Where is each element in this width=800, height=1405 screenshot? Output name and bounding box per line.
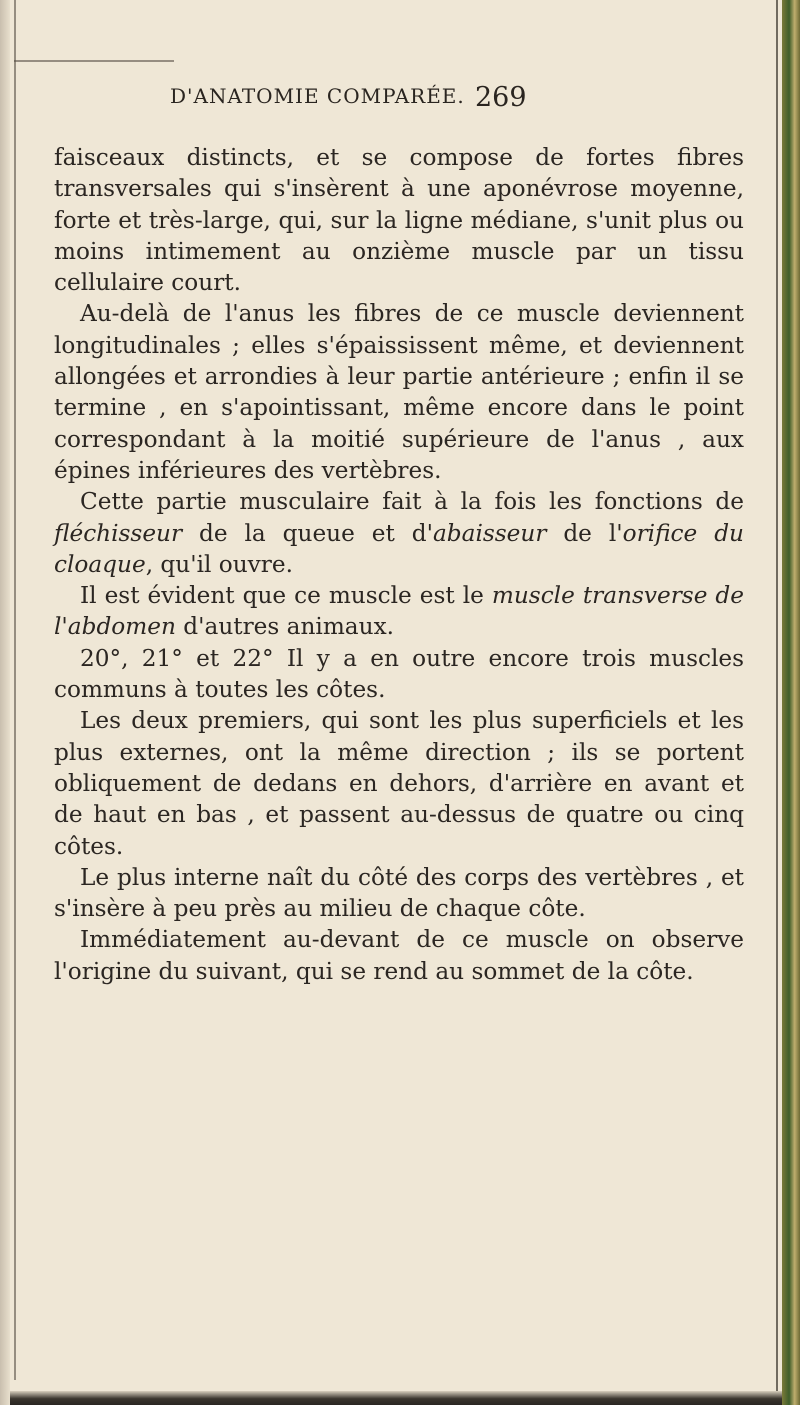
italic-term: fléchisseur: [54, 519, 183, 547]
italic-term: orifice du cloaque: [54, 519, 744, 578]
paragraph: Les deux premiers, qui sont les plus superficiels et les plus externes, ont la même direction ; ils se portent obliquement de dedans en dehors, d'arrière en avant et de haut en bas , et passent au-dessus de quatre ou cinq côtes.: [54, 707, 744, 860]
running-head: D'ANATOMIE COMPARÉE.: [170, 84, 465, 108]
paragraph: Au-delà de l'anus les fibres de ce muscle deviennent longitudinales ; elles s'épaississent même, et deviennent allongées et arrondies à leur partie antérieure ; enfin il se termine , en s'apointissant, même encore dans le point correspondant à la moitié supérieure de l'anus , aux épines inférieures des vertèbres.: [54, 300, 744, 484]
page-number: 269: [475, 82, 527, 113]
text-run: de la queue et d': [182, 519, 433, 547]
paragraph: [54, 580, 744, 643]
text-run: Il est évident que ce muscle est le: [80, 582, 492, 610]
text-run: d'autres animaux.: [175, 613, 395, 641]
paragraph: faisceaux distincts, et se compose de fortes fibres transversales qui s'insèrent à une aponévrose moyenne, forte et très-large, qui, sur la ligne médiane, s'unit plus ou moins intimement au onzième muscle par un tissu cellulaire court.: [54, 144, 744, 297]
right-border-line: [776, 0, 778, 1405]
italic-term: muscle transverse de l'abdomen: [54, 582, 744, 641]
top-left-mark: [14, 60, 174, 62]
italic-term: abaisseur: [432, 519, 547, 547]
right-cover-edge: [782, 0, 800, 1405]
paragraph: 20°, 21° et 22° Il y a en outre encore trois muscles communs à toutes les côtes.: [54, 644, 744, 704]
page-gutter-shadow: [0, 0, 10, 1405]
paragraph: Immédiatement au-devant de ce muscle on observe l'origine du suivant, qui se rend au sommet de la côte.: [54, 926, 744, 985]
body-text: [54, 142, 744, 987]
page-header: [40, 84, 740, 124]
text-run: de l': [546, 519, 623, 547]
text-run: , qu'il ouvre.: [145, 550, 293, 578]
text-run: Cette partie musculaire fait à la fois les fonctions de: [80, 488, 744, 516]
left-border-line: [14, 0, 16, 1380]
paragraph: [54, 486, 744, 580]
paragraph: Le plus interne naît du côté des corps des vertèbres , et s'insère à peu près au milieu de chaque côte.: [54, 863, 744, 923]
bottom-cover-edge: [10, 1391, 782, 1405]
